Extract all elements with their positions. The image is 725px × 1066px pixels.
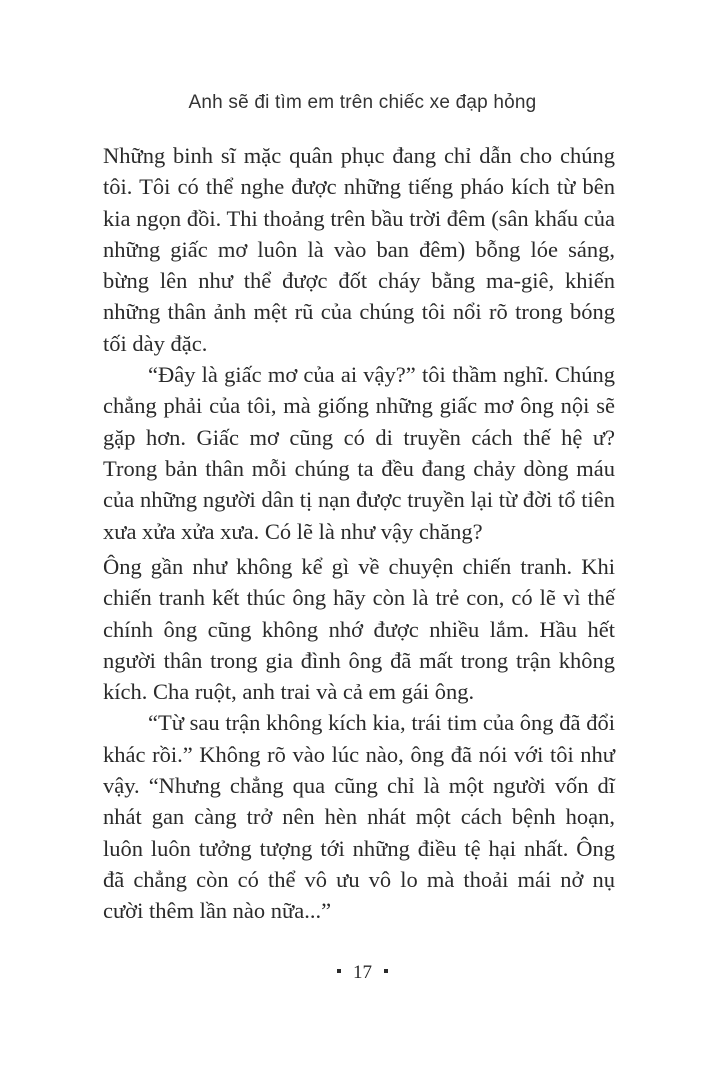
running-header-title: Anh sẽ đi tìm em trên chiếc xe đạp hỏng [188, 92, 537, 113]
text-section-2 [103, 551, 615, 927]
paragraph: “Từ sau trận không kích kia, trái tim của ông đã đổi khác rồi.” Không rõ vào lúc nào, ông đã nói với tôi như vậy. “Nhưng chẳng qua cũng chỉ là một người vốn dĩ nhát gan càng trở nên hèn nhát một cách bệnh hoạn, luôn luôn tưởng tượng tới những điều tệ hại nhất. Ông đã chẳng còn có thể vô ưu vô lo mà thoải mái nở nụ cười thêm lần nào nữa...” [103, 710, 615, 924]
text-section-1 [103, 140, 615, 547]
page-number: 17 [353, 962, 372, 983]
paragraph: Ông gần như không kể gì về chuyện chiến tranh. Khi chiến tranh kết thúc ông hãy còn là trẻ con, có lẽ vì thế chính ông cũng không nhớ được nhiều lắm. Hầu hết người thân trong gia đình ông đã mất trong trận không kích. Cha ruột, anh trai và cả em gái ông. [103, 554, 615, 705]
folio-dot-right [384, 969, 388, 973]
paragraph: Những binh sĩ mặc quân phục đang chỉ dẫn cho chúng tôi. Tôi có thể nghe được những tiếng pháo kích từ bên kia ngọn đồi. Thi thoảng trên bầu trời đêm (sân khấu của những giấc mơ luôn là vào ban đêm) bỗng lóe sáng, bừng lên như thể được đốt cháy bằng ma-giê, khiến những thân ảnh mệt rũ của chúng tôi nổi rõ trong bóng tối dày đặc. [103, 143, 615, 356]
page-number-footer [0, 962, 725, 984]
folio-dot-left [337, 969, 341, 973]
paragraph: “Đây là giấc mơ của ai vậy?” tôi thầm nghĩ. Chúng chẳng phải của tôi, mà giống những giấc mơ ông nội sẽ gặp hơn. Giấc mơ cũng có di truyền cách thế hệ ư? Trong bản thân mỗi chúng ta đều đang chảy dòng máu của những người dân tị nạn được truyền lại từ đời tổ tiên xưa xửa xửa xưa. Có lẽ là như vậy chăng? [103, 362, 615, 544]
